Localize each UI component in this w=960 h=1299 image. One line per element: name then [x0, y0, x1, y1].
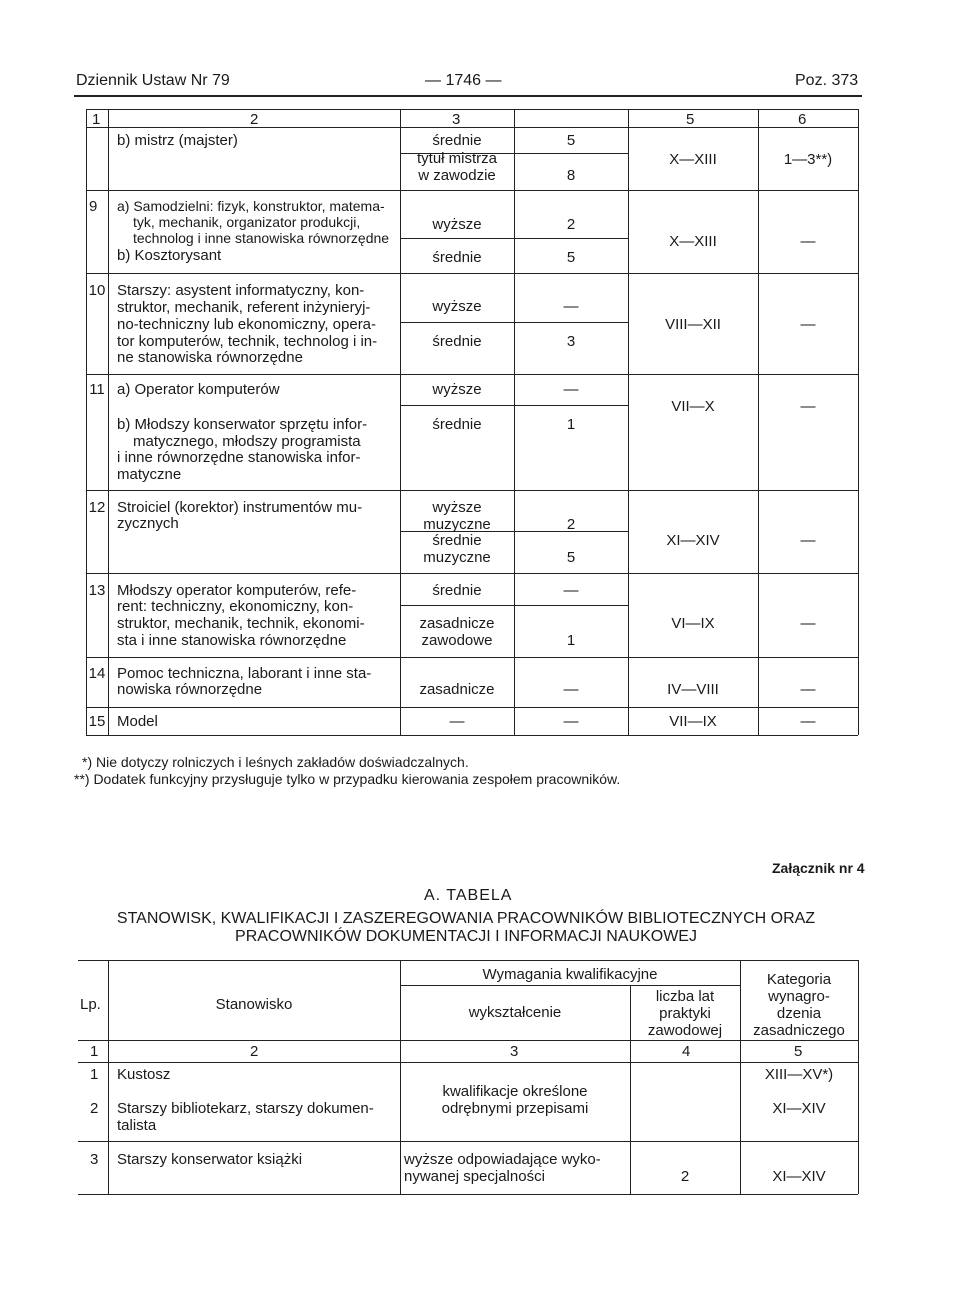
education-level: wyższe odpowiadające wyko-: [404, 1151, 601, 1168]
education-level: wyższe: [432, 298, 482, 315]
pay-category: XI—XIV: [666, 532, 720, 549]
experience-years: 2: [680, 1168, 690, 1185]
position-name: nowiska równorzędne: [117, 681, 263, 698]
education-level: zasadnicze: [419, 615, 495, 632]
t1-colnum-1: 1: [92, 111, 101, 128]
experience-years: 2: [566, 516, 576, 533]
position-name: struktor, mechanik, referent inżynieryj-: [117, 299, 371, 316]
experience-years: —: [563, 582, 579, 599]
function-bonus: —: [800, 532, 816, 549]
education-level: nywanej specjalności: [404, 1168, 545, 1185]
position-number: Poz. 373: [795, 72, 859, 89]
position-name: Model: [117, 713, 158, 730]
function-bonus: —: [800, 233, 816, 250]
t2-colnum-4: 4: [682, 1043, 691, 1060]
function-bonus: —: [800, 615, 816, 632]
function-bonus: —: [800, 681, 816, 698]
experience-years: 2: [566, 216, 576, 233]
shared-requirement: kwalifikacje określone: [442, 1083, 588, 1100]
t1-colnum-6: 6: [798, 111, 807, 128]
position-name: ne stanowiska równorzędne: [117, 349, 303, 366]
header-rule: [74, 95, 862, 97]
header-experience: liczba lat: [655, 988, 715, 1005]
education-level: zasadnicze: [419, 681, 495, 698]
row-number: 12: [88, 499, 106, 516]
education-level: tytuł mistrza: [416, 150, 497, 167]
position-name: i inne równorzędne stanowiska infor-: [117, 449, 361, 466]
t2-colnum-2: 2: [250, 1043, 259, 1060]
pay-category: VII—X: [671, 398, 715, 415]
function-bonus: —: [800, 316, 816, 333]
education-level: średnie: [432, 532, 482, 549]
education-level: zawodowe: [421, 632, 493, 649]
experience-years: —: [563, 298, 579, 315]
t2-colnum-3: 3: [510, 1043, 519, 1060]
education-level: średnie: [432, 333, 482, 350]
header-category: dzenia: [776, 1005, 822, 1022]
pay-category: X—XIII: [669, 233, 717, 250]
function-bonus: —: [800, 713, 816, 730]
pay-category: IV—VIII: [667, 681, 719, 698]
education-level: w zawodzie: [418, 167, 496, 184]
position-name: sta i inne stanowiska równorzędne: [117, 632, 347, 649]
position-name: Starszy konserwator książki: [117, 1151, 303, 1168]
pay-category: VI—IX: [671, 615, 715, 632]
header-experience: praktyki: [659, 1005, 711, 1022]
education-level: wyższe: [432, 216, 482, 233]
experience-years: 5: [566, 549, 576, 566]
pay-category: VIII—XII: [665, 316, 721, 333]
header-category: Kategoria: [766, 971, 832, 988]
experience-years: 1: [566, 416, 576, 433]
row-number: 13: [88, 582, 106, 599]
education-level: muzyczne: [423, 549, 491, 566]
education-level: średnie: [432, 582, 482, 599]
experience-years: 3: [566, 333, 576, 350]
annex-title: PRACOWNIKÓW DOKUMENTACJI I INFORMACJI NAUKOWEJ: [235, 928, 697, 945]
experience-years: 5: [566, 132, 576, 149]
position-name: Stroiciel (korektor) instrumentów mu-: [117, 499, 363, 516]
table-label: A. TABELA: [424, 887, 513, 904]
pay-category: X—XIII: [669, 151, 717, 168]
row-number: 3: [90, 1151, 99, 1168]
position-name: zycznych: [117, 515, 179, 532]
education-level: średnie: [432, 416, 482, 433]
header-experience: zawodowej: [647, 1022, 723, 1039]
header-category: zasadniczego: [753, 1022, 845, 1039]
journal-title: Dziennik Ustaw Nr 79: [76, 72, 230, 89]
pay-category: VII—IX: [669, 713, 717, 730]
position-name: b) mistrz (majster): [117, 132, 238, 149]
position-name: matycznego, młodszy programista: [133, 433, 361, 450]
experience-years: 1: [566, 632, 576, 649]
experience-years: 8: [566, 167, 576, 184]
position-name: Kustosz: [117, 1066, 171, 1083]
header-category: wynagro-: [768, 988, 830, 1005]
position-name: technolog i inne stanowiska równorzędne: [133, 230, 390, 246]
experience-years: 5: [566, 249, 576, 266]
footnote: **) Dodatek funkcyjny przysługuje tylko w przypadku kierowania zespołem pracowników.: [74, 771, 621, 787]
function-bonus: 1—3**): [783, 151, 833, 168]
position-name: Młodszy operator komputerów, refe-: [117, 582, 357, 599]
position-name: talista: [117, 1117, 157, 1134]
position-name: b) Młodszy konserwator sprzętu infor-: [117, 416, 368, 433]
row-number: 11: [89, 381, 105, 398]
t1-colnum-3: 3: [452, 111, 461, 128]
position-name: Starszy: asystent informatyczny, kon-: [117, 282, 365, 299]
pay-category: XI—XIV: [772, 1100, 826, 1117]
experience-years: —: [563, 381, 579, 398]
position-name: tor komputerów, technik, technolog i in-: [117, 333, 378, 350]
education-level: —: [449, 713, 465, 730]
row-number: 1: [90, 1066, 99, 1083]
education-level: wyższe: [432, 499, 482, 516]
position-name: a) Samodzielni: fizyk, konstruktor, matema-: [117, 198, 385, 214]
position-name: struktor, mechanik, technik, ekonomi-: [117, 615, 365, 632]
annex-title: STANOWISK, KWALIFIKACJI I ZASZEREGOWANIA PRACOWNIKÓW BIBLIOTECZNYCH ORAZ: [116, 910, 816, 927]
pay-category: XI—XIV: [772, 1168, 826, 1185]
t1-colnum-2: 2: [250, 111, 259, 128]
footnote: *) Nie dotyczy rolniczych i leśnych zakładów doświadczalnych.: [82, 754, 469, 770]
header-lp: Lp.: [80, 996, 101, 1013]
position-name: no-techniczny lub ekonomiczny, opera-: [117, 316, 377, 333]
row-number: 10: [88, 282, 106, 299]
page-number: — 1746 —: [425, 72, 502, 89]
t2-colnum-1: 1: [90, 1043, 99, 1060]
row-number: 14: [88, 665, 106, 682]
experience-years: —: [563, 713, 579, 730]
education-level: muzyczne: [423, 516, 491, 533]
shared-requirement: odrębnymi przepisami: [441, 1100, 589, 1117]
t2-colnum-5: 5: [794, 1043, 803, 1060]
pay-category: XIII—XV*): [764, 1066, 834, 1083]
position-name: b) Kosztorysant: [117, 247, 222, 264]
education-level: średnie: [432, 132, 482, 149]
row-number: 15: [88, 713, 106, 730]
education-level: wyższe: [432, 381, 482, 398]
header-requirements: Wymagania kwalifikacyjne: [482, 966, 658, 983]
position-name: Starszy bibliotekarz, starszy dokumen-: [117, 1100, 374, 1117]
function-bonus: —: [800, 398, 816, 415]
header-position: Stanowisko: [215, 996, 293, 1013]
education-level: średnie: [432, 249, 482, 266]
row-number: 2: [90, 1100, 99, 1117]
position-name: rent: techniczny, ekonomiczny, kon-: [117, 598, 354, 615]
position-name: a) Operator komputerów: [117, 381, 280, 398]
row-number: 9: [89, 198, 98, 215]
annex-label: Załącznik nr 4: [772, 860, 865, 876]
position-name: tyk, mechanik, organizator produkcji,: [133, 214, 361, 230]
header-education: wykształcenie: [468, 1004, 562, 1021]
experience-years: —: [563, 681, 579, 698]
position-name: matyczne: [117, 466, 182, 483]
position-name: Pomoc techniczna, laborant i inne sta-: [117, 665, 372, 682]
t1-colnum-5: 5: [686, 111, 695, 128]
